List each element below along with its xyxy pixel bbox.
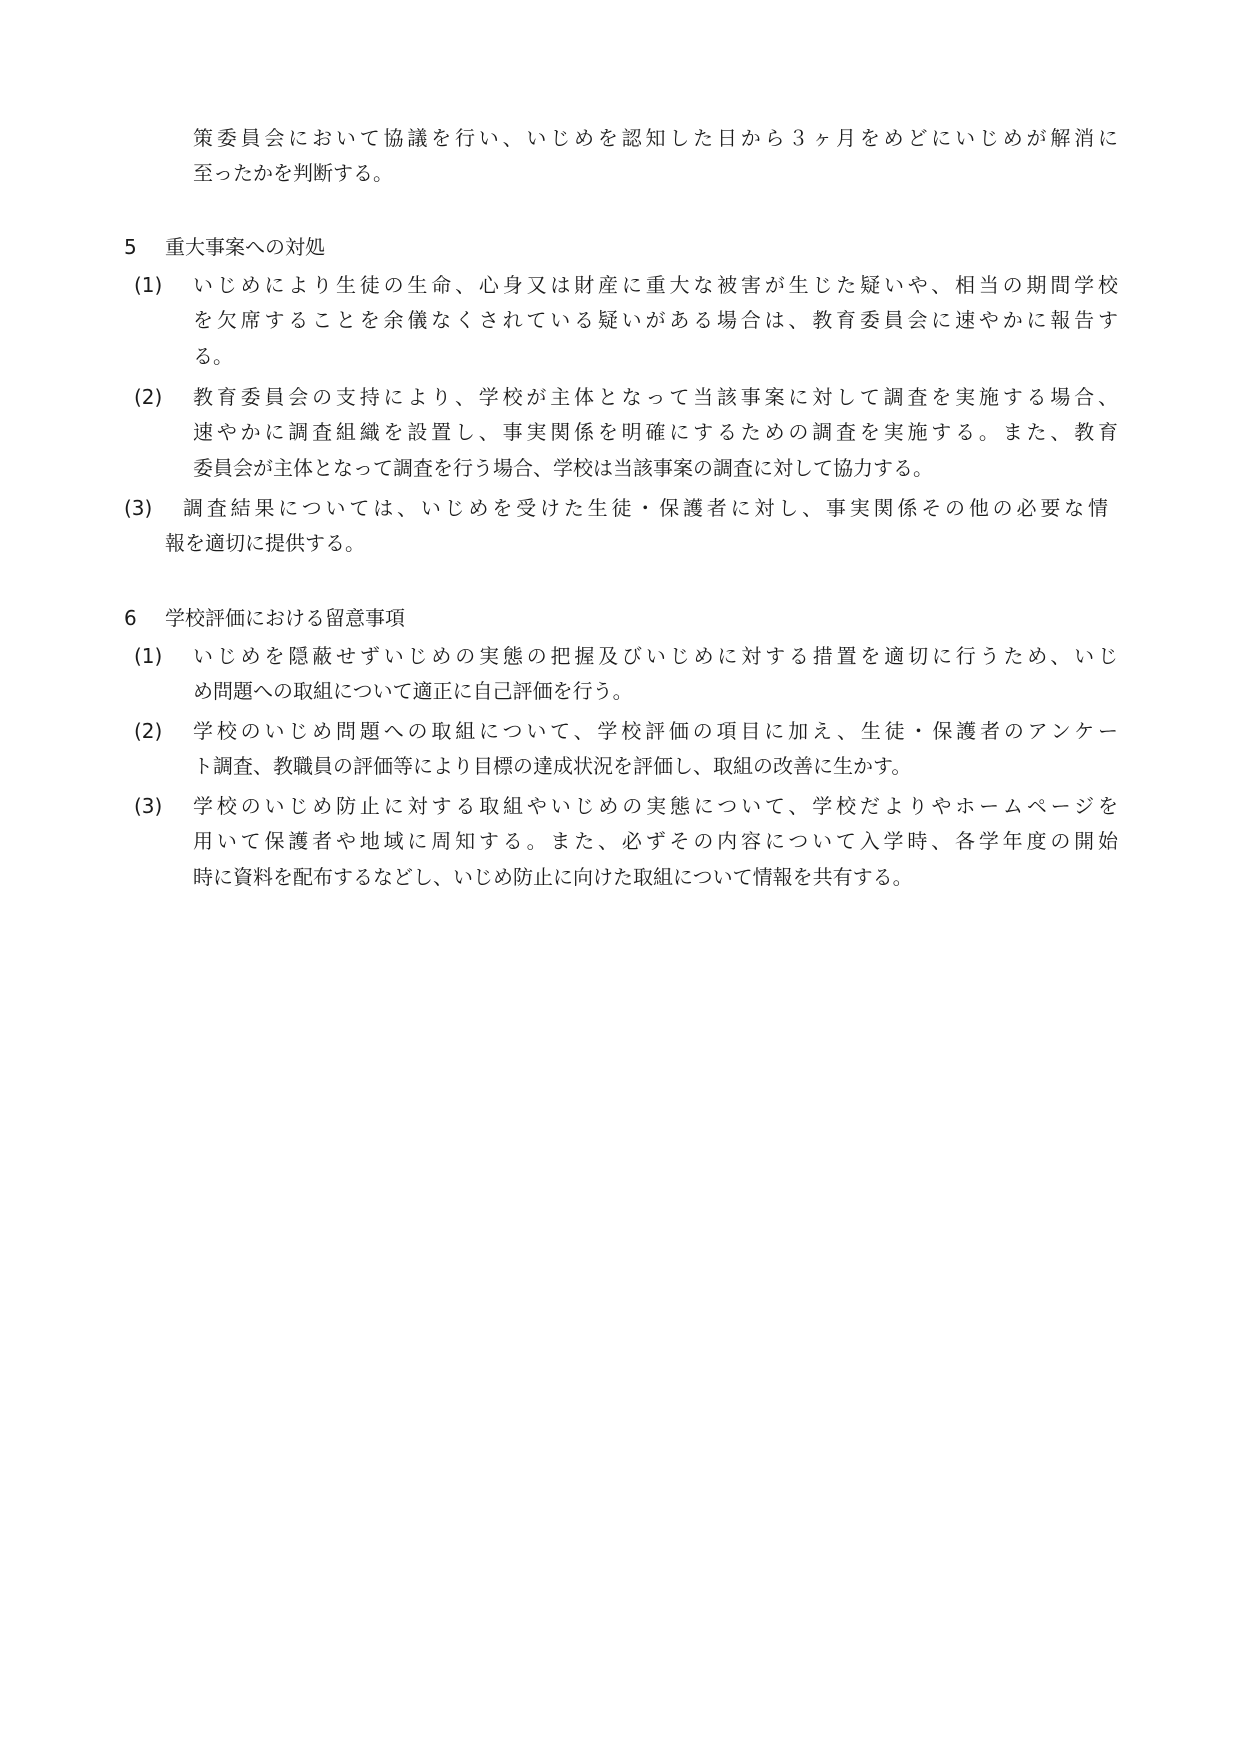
section-6-item-3-line-1: 学校のいじめ防止に対する取組やいじめの実態について、学校だよりやホームページを xyxy=(193,794,1118,818)
section-6-item-1-line-1: いじめを隠蔽せずいじめの実態の把握及びいじめに対する措置を適切に行うため、いじ xyxy=(193,644,1118,668)
section-6-title: 学校評価における留意事項 xyxy=(165,606,405,630)
section-5-item-2-line-1: 教育委員会の支持により、学校が主体となって当該事案に対して調査を実施する場合、 xyxy=(193,385,1118,409)
section-5-item-3-line-1: 調査結果については、いじめを受けた生徒・保護者に対し、事実関係その他の必要な情 xyxy=(183,496,1108,520)
section-6-item-3-line-3: 時に資料を配布するなどし、いじめ防止に向けた取組について情報を共有する。 xyxy=(193,865,913,889)
section-5-item-1-number: (1) xyxy=(134,273,163,297)
section-5-item-3-number: (3) xyxy=(124,496,153,520)
section-5-item-2-line-2: 速やかに調査組織を設置し、事実関係を明確にするための調査を実施する。また、教育 xyxy=(193,420,1118,444)
intro-line-1: 策委員会において協議を行い、いじめを認知した日から３ヶ月をめどにいじめが解消に xyxy=(193,126,1118,150)
section-6-item-1-line-2: め問題への取組について適正に自己評価を行う。 xyxy=(193,679,633,703)
section-5-item-2-number: (2) xyxy=(134,385,163,409)
section-5-item-2-line-3: 委員会が主体となって調査を行う場合、学校は当該事案の調査に対して協力する。 xyxy=(193,456,933,480)
section-6-item-3-number: (3) xyxy=(134,794,163,818)
section-6-item-2-number: (2) xyxy=(134,719,163,743)
section-6-item-2-line-1: 学校のいじめ問題への取組について、学校評価の項目に加え、生徒・保護者のアンケー xyxy=(193,719,1118,743)
section-6-number: 6 xyxy=(124,606,137,630)
section-5-item-3-line-2: 報を適切に提供する。 xyxy=(165,531,365,555)
section-5-title: 重大事案への対処 xyxy=(165,235,325,259)
intro-line-2: 至ったかを判断する。 xyxy=(193,161,393,185)
section-5-item-1-line-2: を欠席することを余儀なくされている疑いがある場合は、教育委員会に速やかに報告す xyxy=(193,308,1118,332)
section-5-item-1-line-3: る。 xyxy=(193,344,233,368)
section-6-item-3-line-2: 用いて保護者や地域に周知する。また、必ずその内容について入学時、各学年度の開始 xyxy=(193,829,1118,853)
section-6-item-1-number: (1) xyxy=(134,644,163,668)
section-5-item-1-line-1: いじめにより生徒の生命、心身又は財産に重大な被害が生じた疑いや、相当の期間学校 xyxy=(193,273,1118,297)
section-6-item-2-line-2: ト調査、教職員の評価等により目標の達成状況を評価し、取組の改善に生かす。 xyxy=(193,754,912,778)
section-5-number: 5 xyxy=(124,235,137,259)
